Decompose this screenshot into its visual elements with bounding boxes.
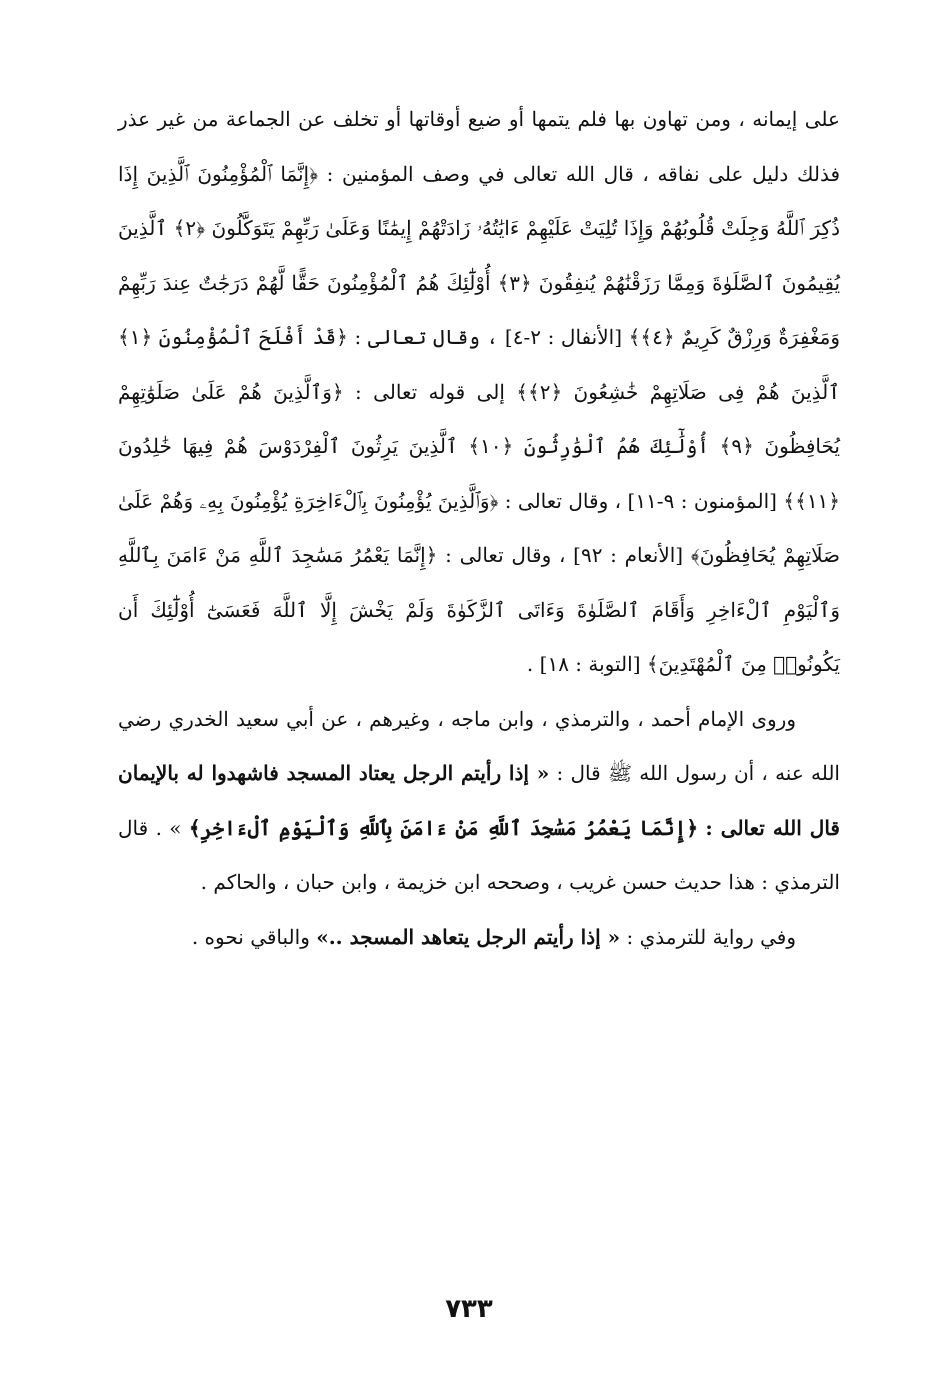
paragraph-1 [118, 92, 840, 692]
variant-rest: والباقي نحوه . [191, 924, 310, 949]
citation-anam: [الأنعام : ٩٢] ، وقال تعالى : [445, 543, 684, 567]
page-number: ٧٣٣ [445, 1294, 493, 1324]
quran-verse-anfal: ﴿إِنَّمَا ٱلْمُؤْمِنُونَ ٱلَّذِينَ إِذَا ذُكِرَ ٱللَّهُ وَجِلَتْ قُلُوبُهُمْ وَإِذَا تُلِيَتْ عَلَيْهِمْ ءَايَٰتُهُۥ زَادَتْهُمْ إِيمَٰنًا وَعَلَىٰ رَبِّهِمْ يَتَوَكَّلُونَ ﴿٢﴾ ٱلَّذِينَ يُقِيمُونَ ٱلصَّلَوٰةَ وَمِمَّا رَزَقْنَٰهُمْ يُنفِقُونَ ﴿٣﴾ أُوْلَٰٓئِكَ هُمُ ٱلْمُؤْمِنُونَ حَقًّا لَّهُمْ دَرَجَٰتٌ عِندَ رَبِّهِمْ وَمَغْفِرَةٌ وَرِزْقٌ كَرِيمٌ ﴿٤﴾﴾ [118, 161, 841, 349]
quran-verse-anam: ﴿وَٱلَّذِينَ يُؤْمِنُونَ بِٱلْءَاخِرَةِ يُؤْمِنُونَ بِهِۦ وَهُمْ عَلَىٰ صَلَاتِهِمْ يُحَافِظُونَ﴾ [118, 488, 840, 567]
narration-text: وروى الإمام أحمد ، والترمذي ، وابن ماجه ، وغيرهم ، عن أبي سعيد الخدري رضي الله عنه ، أن رسول الله ﷺ قال : [118, 706, 840, 785]
hadith-quote-1: « إذا رأيتم الرجل يعتاد المسجد فاشهدوا له بالإيمان قال الله تعالى : [118, 761, 840, 840]
paragraph-3 [118, 910, 840, 965]
tirmidhi-grading: قال الترمذي : هذا حديث حسن غريب ، وصححه ابن خزيمة ، وابن حبان ، والحاكم . [118, 815, 840, 894]
citation-tawba: [التوبة : ١٨] . [526, 652, 641, 676]
variant-intro: وفي رواية للترمذي : [626, 924, 796, 949]
paragraph-2 [118, 692, 840, 910]
connector-text: إلى قوله تعالى : [355, 379, 505, 404]
quran-verse-tawba: ﴿إِنَّمَا يَعْمُرُ مَسَٰجِدَ ٱللَّهِ مَنْ ءَامَنَ بِٱللَّهِ وَٱلْيَوْمِ ٱلْءَاخِرِ وَأَقَامَ ٱلصَّلَوٰةَ وَءَاتَى ٱلزَّكَوٰةَ وَلَمْ يَخْشَ إِلَّا ٱللَّهَ فَعَسَىٰٓ أُوْلَٰٓئِكَ أَن يَكُونُوا۟ مِنَ ٱلْمُهْتَدِينَ﴾ [118, 543, 840, 676]
hadith-quote-2: « إذا رأيتم الرجل يتعاهد المسجد ..» [316, 924, 621, 949]
quran-verse-muminun-2: ﴿وَٱلَّذِينَ هُمْ عَلَىٰ صَلَوَٰتِهِمْ يُحَافِظُونَ ﴿٩﴾ أُوْلَٰٓئِكَ هُمُ ٱلْوَٰرِثُونَ ﴿١٠﴾ ٱلَّذِينَ يَرِثُونَ ٱلْفِرْدَوْسَ هُمْ فِيهَا خَٰلِدُونَ ﴿١١﴾﴾ [118, 379, 841, 513]
quran-verse-muminun-1: ﴿قَدْ أَفْلَحَ ٱلْمُؤْمِنُونَ ﴿١﴾ ٱلَّذِينَ هُمْ فِى صَلَاتِهِمْ خَٰشِعُونَ ﴿٢﴾﴾ [118, 325, 840, 404]
quran-verse-tawba-short: ﴿إِنَّمَا يَعْمُرُ مَسَٰجِدَ ٱللَّهِ مَنْ ءَامَنَ بِٱللَّهِ وَٱلْيَوْمِ ٱلْءَاخِرِ﴾ [188, 815, 699, 840]
hadith-quote-close: » . [155, 815, 182, 840]
intro-text: على إيمانه ، ومن تهاون بها فلم يتمها أو ضيع أوقاتها أو تخلف عن الجماعة من غير عذر فذلك دليل على نفاقه ، قال الله تعالى في وصف المؤمنين : [118, 107, 841, 186]
body-text [118, 92, 840, 964]
citation-muminun: [المؤمنون : ٩-١١] ، وقال تعالى : [504, 488, 777, 513]
citation-anfal: [الأنفال : ٢-٤] ، وقال تعالى : [354, 325, 623, 349]
